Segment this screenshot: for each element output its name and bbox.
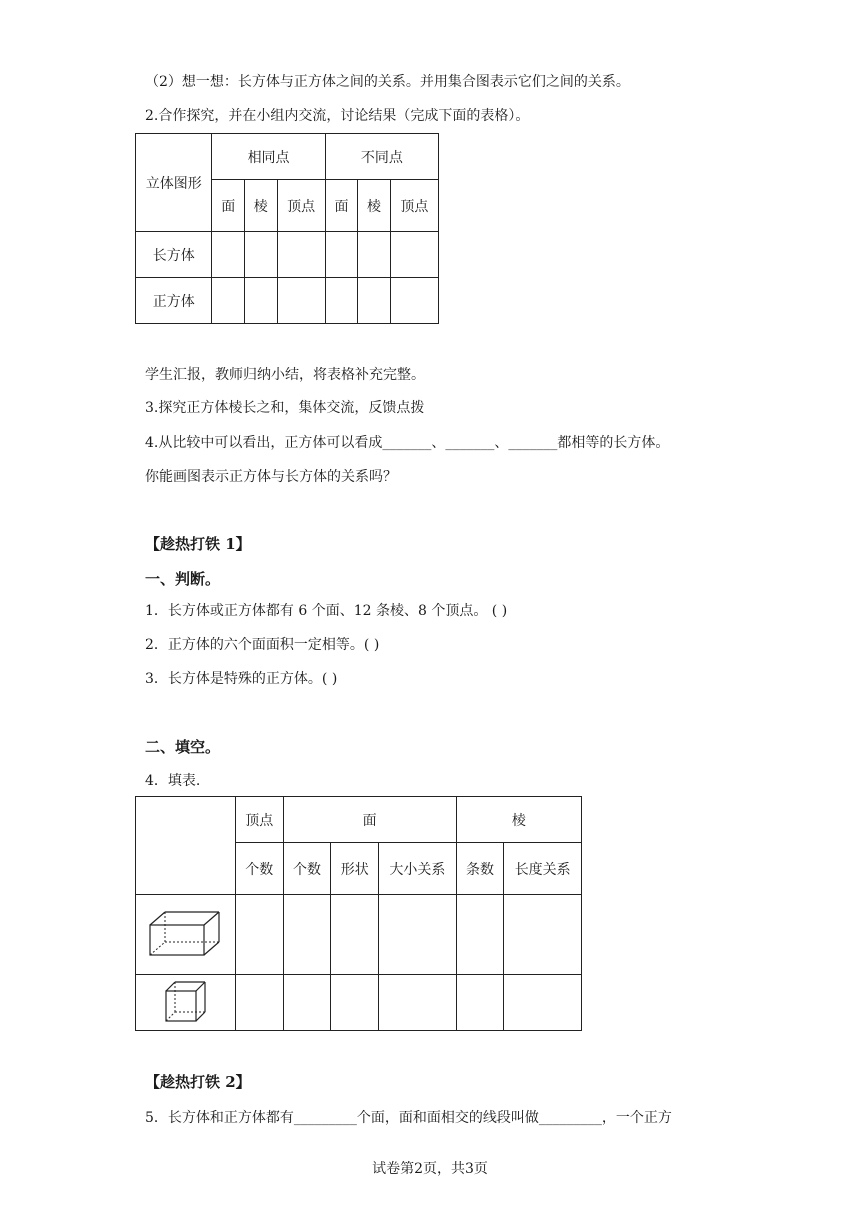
blank-cell [331,895,379,975]
line-3: 学生汇报，教师归纳小结，将表格补充完整。 [145,367,425,383]
edge-header: 棱 [456,797,581,843]
blank-cell [212,278,245,324]
section-heading-2: 【趁热打铁 2】 [145,1073,251,1091]
sub-header: 长度关系 [504,843,582,895]
fill-table [135,796,582,1031]
line-2: 2.合作探究，并在小组内交流，讨论结果（完成下面的表格）。 [145,108,530,124]
sub-header: 条数 [456,843,504,895]
sub-header: 大小关系 [379,843,457,895]
line-6: 你能画图表示正方体与长方体的关系吗？ [145,469,397,485]
blank-cell [277,278,325,324]
row-header-cube: 正方体 [136,278,212,324]
blank-cell [456,975,504,1031]
cube-figure-icon [163,978,207,1024]
col-header: 棱 [358,180,391,232]
table-corner-cell: 立体图形 [136,134,212,232]
blank-cell [244,232,277,278]
blank-cell [325,232,358,278]
line-4: 3.探究正方体棱长之和，集体交流，反馈点拨 [145,400,425,416]
blank-cell [235,975,283,1031]
sub-header: 个数 [235,843,283,895]
comparison-table [135,133,439,324]
col-header: 面 [325,180,358,232]
blank-cell [325,278,358,324]
blank-cell [244,278,277,324]
question-4: 4．填表. [145,773,201,789]
col-header: 棱 [244,180,277,232]
cuboid-figure-icon [147,908,223,958]
question-1: 1．长方体或正方体都有 6 个面、12 条棱、8 个顶点。 ( ) [145,603,508,619]
blank-cell [358,232,391,278]
page-footer: 试卷第2页，共3页 [372,1161,488,1177]
blank-cell [277,232,325,278]
blank-cell [504,895,582,975]
vertex-header: 顶点 [235,797,283,843]
row-header-cuboid: 长方体 [136,232,212,278]
blank-cell [379,975,457,1031]
sub-header: 个数 [283,843,331,895]
question-3: 3．长方体是特殊的正方体。( ) [145,671,338,687]
blank-cell [456,895,504,975]
question-2: 2．正方体的六个面面积一定相等。( ) [145,637,380,653]
blank-cell [235,895,283,975]
blank-cell [283,895,331,975]
blank-cell [331,975,379,1031]
cube-figure-cell [136,975,236,1031]
blank-cell [390,278,438,324]
section-heading-1: 【趁热打铁 1】 [145,535,251,553]
col-header: 顶点 [277,180,325,232]
same-points-header: 相同点 [212,134,325,180]
blank-cell [358,278,391,324]
line-5: 4.从比较中可以看出，正方体可以看成_______、_______、_______都相等的长方体。 [145,435,670,451]
blank-cell [390,232,438,278]
diff-points-header: 不同点 [325,134,438,180]
col-header: 面 [212,180,245,232]
blank-cell [212,232,245,278]
face-header: 面 [283,797,456,843]
blank-cell [504,975,582,1031]
blank-corner-cell [136,797,236,895]
cuboid-figure-cell [136,895,236,975]
sub-header: 形状 [331,843,379,895]
blank-cell [283,975,331,1031]
line-1: （2）想一想：长方体与正方体之间的关系。并用集合图表示它们之间的关系。 [145,74,630,90]
col-header: 顶点 [390,180,438,232]
subsection-fill: 二、填空。 [145,738,221,756]
blank-cell [379,895,457,975]
question-5: 5．长方体和正方体都有_________个面，面和面相交的线段叫做_________，一个正方 [145,1110,672,1126]
subsection-judge: 一、判断。 [145,570,221,588]
